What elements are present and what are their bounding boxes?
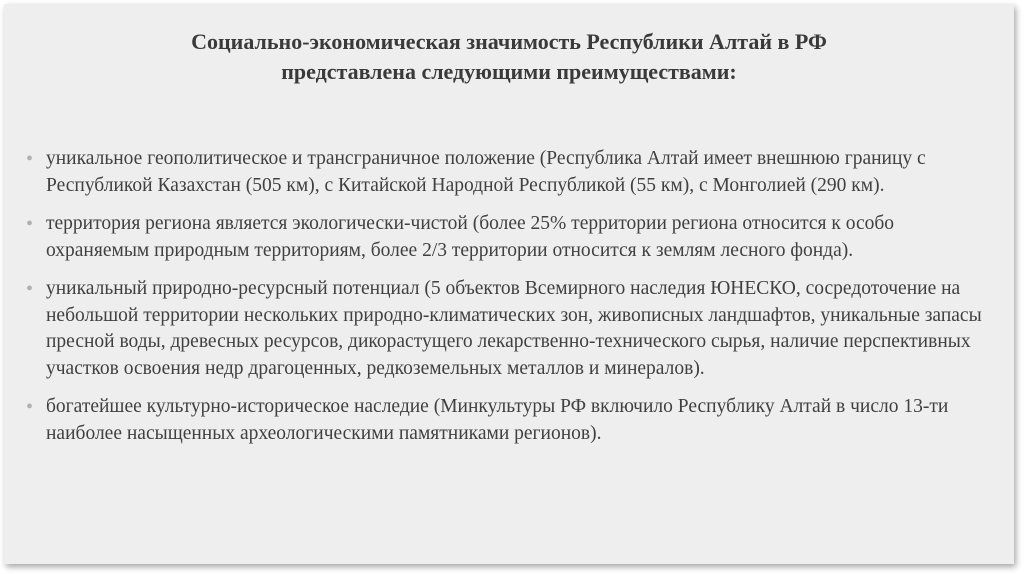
title-line-2: представлена следующими преимуществами: (281, 59, 737, 84)
list-item (24, 276, 999, 382)
list-item (24, 211, 999, 264)
list-item (24, 394, 999, 447)
title-line-1: Социально-экономическая значимость Республики Алтай в РФ (191, 29, 827, 54)
bullet-icon: • (26, 278, 34, 300)
bullet-text: территория региона является экологически-чистой (более 25% территории региона относится к особо охраняемым природным территориям, более 2/3 территории относится к землям лесного фонда). (46, 213, 895, 261)
bullet-icon: • (26, 148, 34, 170)
bullet-text: богатейшее культурно-историческое наследие (Минкультуры РФ включило Республику Алтай в число 13-ти наиболее насыщенных археологическими памятниками регионов). (46, 396, 949, 444)
bullet-text: уникальный природно-ресурсный потенциал (5 объектов Всемирного наследия ЮНЕСКО, сосредоточение на небольшой территории нескольких природно-климатических зон, живописных ландшафтов, уникальные запасы пресной воды, древесных ресурсов, дикорастущего лекарственно-технического сырья, наличие перспективных участков освоения недр драгоценных, редкоземельных металлов и минералов). (46, 278, 982, 379)
slide (4, 4, 1014, 564)
bullet-list (24, 146, 999, 459)
list-item (24, 146, 999, 199)
slide-title (64, 27, 954, 87)
bullet-text: уникальное геополитическое и трансграничное положение (Республика Алтай имеет внешнюю границу с Республикой Казахстан (505 км), с Китайской Народной Республикой (55 км), с Монголией (290 км). (46, 148, 926, 196)
bullet-icon: • (26, 213, 34, 235)
bullet-icon: • (26, 396, 34, 418)
